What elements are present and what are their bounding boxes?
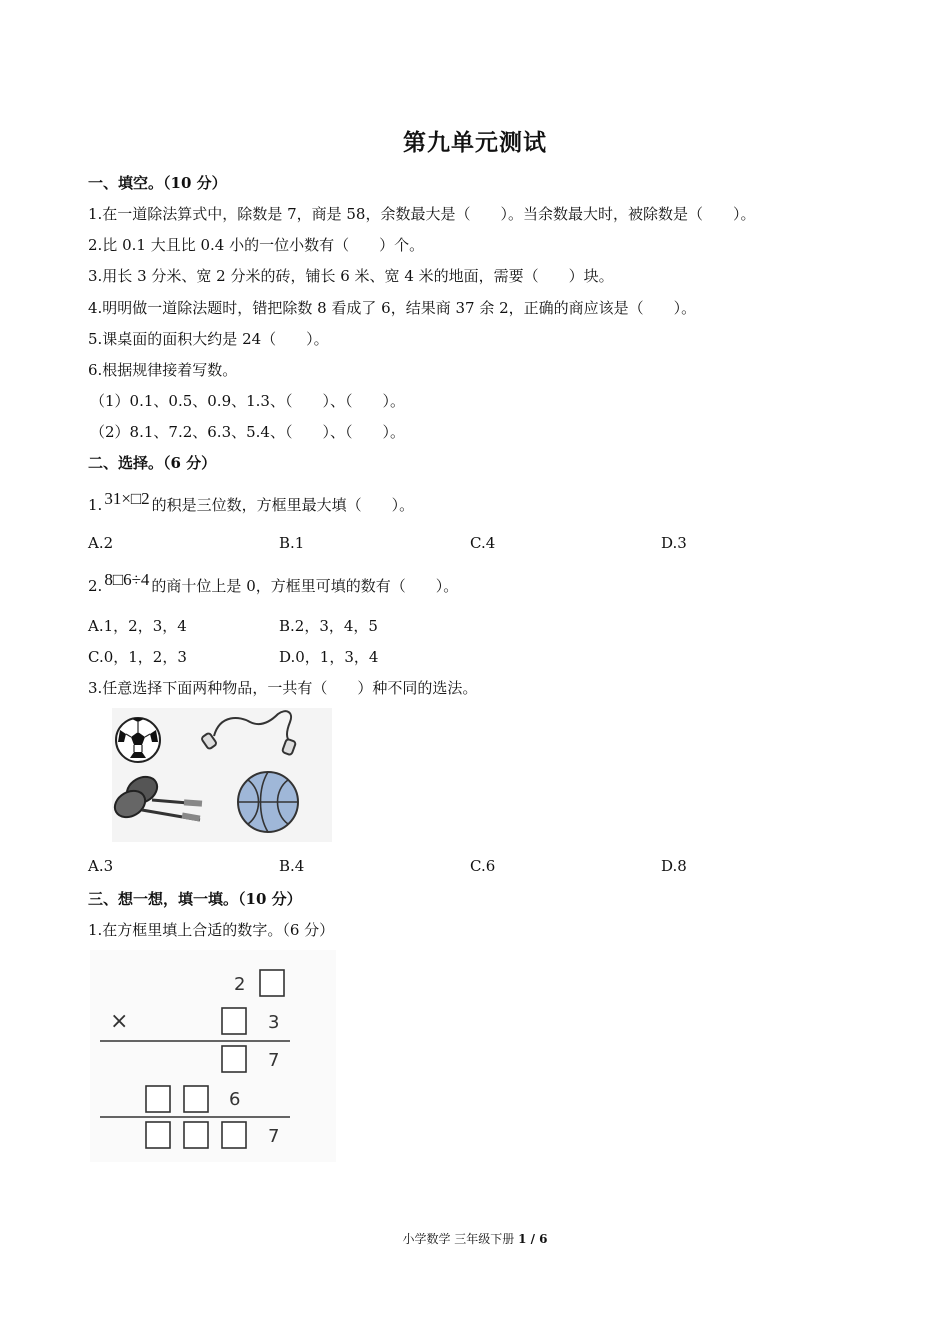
page-footer — [0, 1230, 950, 1247]
digit-row1: 2 — [234, 974, 246, 995]
option-2-1-b: B.1 — [279, 534, 305, 552]
option-2-2-a: A.1，2，3，4 — [88, 617, 187, 635]
footer-page-number: 1 / 6 — [518, 1232, 548, 1246]
question-3-1: 1.在方框里填上合适的数字。（6 分） — [88, 921, 335, 939]
question-2-2-text: 的商十位上是 0，方框里可填的数有（ ）。 — [151, 577, 459, 595]
option-2-1-d: D.3 — [661, 534, 687, 552]
footer-subject: 小学数学 三年级下册 — [402, 1232, 519, 1246]
option-2-3-b: B.4 — [279, 857, 305, 875]
option-2-3-c: C.6 — [470, 857, 496, 875]
option-2-2-b: B.2，3，4，5 — [279, 617, 378, 635]
question-1-6: 6.根据规律接着写数。 — [88, 361, 238, 379]
multiply-sign: × — [110, 1009, 129, 1034]
blank-box[interactable] — [184, 1086, 208, 1112]
option-2-2-d: D.0，1，3，4 — [279, 648, 379, 666]
question-2-1-number: 1. — [88, 496, 103, 514]
question-1-5: 5.课桌面的面积大约是 24（ ）。 — [88, 330, 329, 348]
blank-box[interactable] — [146, 1122, 170, 1148]
question-2-3: 3.任意选择下面两种物品，一共有（ ）种不同的选法。 — [88, 679, 478, 697]
digit-row3: 7 — [268, 1050, 280, 1071]
question-2-1-expression: 31×□2 — [104, 489, 150, 508]
question-1-1: 1.在一道除法算式中，除数是 7，商是 58，余数最大是（ ）。当余数最大时，被除数是（ ）。 — [88, 205, 756, 223]
basketball-icon — [238, 772, 298, 832]
question-2-2-number: 2. — [88, 577, 103, 595]
blank-box[interactable] — [146, 1086, 170, 1112]
question-2-2-expression: 8□6÷4 — [104, 570, 150, 589]
question-2-1 — [88, 489, 415, 515]
section-2-heading: 二、选择。（6 分） — [88, 454, 217, 472]
blank-box[interactable] — [222, 1008, 246, 1034]
blank-box[interactable] — [222, 1046, 246, 1072]
option-2-2-c: C.0，1，2，3 — [88, 648, 187, 666]
option-2-1-c: C.4 — [470, 534, 496, 552]
option-2-3-a: A.3 — [88, 857, 114, 875]
option-2-3-d: D.8 — [661, 857, 687, 875]
digit-row2: 3 — [268, 1012, 280, 1033]
page-title: 第九单元测试 — [403, 129, 547, 156]
blank-box[interactable] — [184, 1122, 208, 1148]
question-1-6-part-1: （1）0.1、0.5、0.9、1.3、（ ）、（ ）。 — [90, 392, 405, 410]
section-3-heading: 三、想一想，填一填。（10 分） — [88, 890, 302, 908]
question-1-3: 3.用长 3 分米、宽 2 分米的砖，铺长 6 米、宽 4 米的地面，需要（ ）块。 — [88, 267, 614, 285]
objects-illustration — [112, 708, 332, 842]
question-2-2 — [88, 570, 459, 596]
question-1-4: 4.明明做一道除法题时，错把除数 8 看成了 6，结果商 37 余 2，正确的商应该是（ ）。 — [88, 299, 697, 317]
option-2-1-a: A.2 — [88, 534, 114, 552]
digit-row4: 6 — [229, 1089, 241, 1110]
blank-box[interactable] — [222, 1122, 246, 1148]
question-1-2: 2.比 0.1 大且比 0.4 小的一位小数有（ ）个。 — [88, 236, 425, 254]
digit-row5: 7 — [268, 1126, 280, 1147]
section-1-heading: 一、填空。（10 分） — [88, 174, 227, 192]
multiplication-puzzle — [90, 950, 336, 1162]
soccer-ball-icon — [116, 718, 160, 762]
blank-box[interactable] — [260, 970, 284, 996]
question-1-6-part-2: （2）8.1、7.2、6.3、5.4、（ ）、（ ）。 — [90, 423, 405, 441]
question-2-1-text: 的积是三位数，方框里最大填（ ）。 — [151, 496, 415, 514]
puzzle-background — [90, 950, 336, 1162]
